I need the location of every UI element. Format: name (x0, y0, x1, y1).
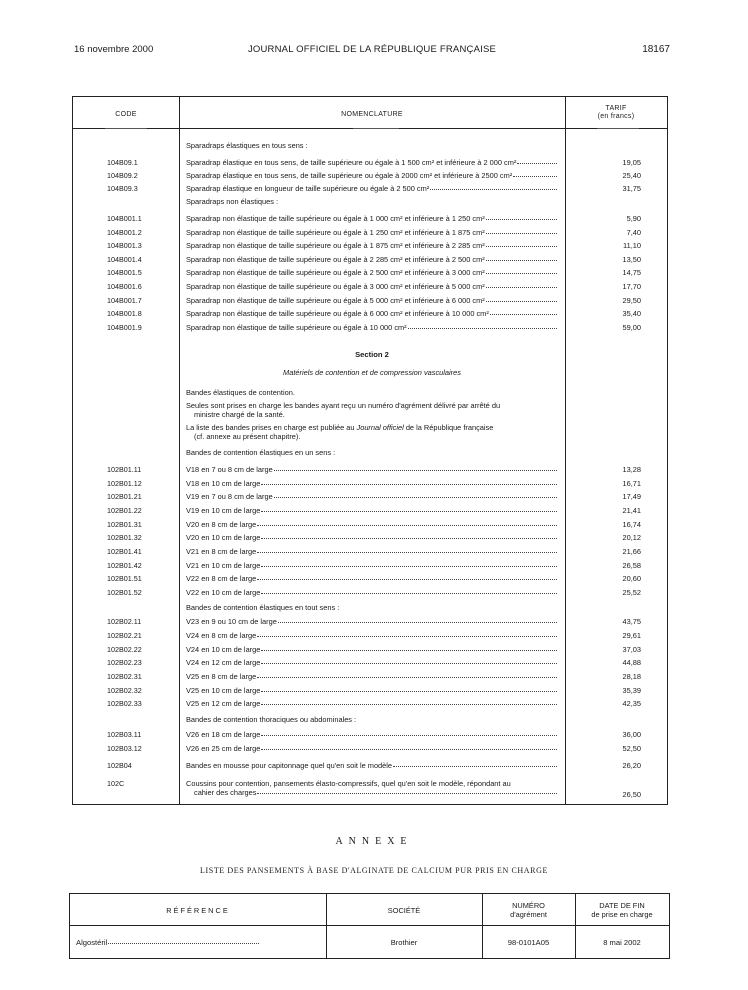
dot-leader (430, 184, 557, 190)
dot-leader (486, 241, 557, 247)
note-agrement (186, 401, 558, 419)
table-row (73, 616, 667, 629)
table-row (73, 322, 667, 335)
row-price: 59,00 (622, 323, 641, 332)
column-header-code: CODE (115, 111, 137, 118)
description-text: Sparadrap non élastique de taille supérieure ou égale à 10 000 cm² (186, 323, 407, 332)
row-code: 104B09.1 (107, 158, 138, 167)
description-text: Sparadrap élastique en tous sens, de taille supérieure ou égale à 2000 cm² et inférieure à 2500 cm² (186, 171, 513, 180)
row-price: 35,40 (622, 309, 641, 318)
row-price: 13,28 (622, 465, 641, 474)
table-row (73, 464, 667, 477)
table-row (73, 546, 667, 559)
row-price: 16,71 (622, 479, 641, 488)
row-description (186, 761, 558, 770)
row-description (186, 561, 558, 570)
row-description (186, 672, 558, 681)
row-code: 102B02.23 (107, 658, 142, 667)
annexe-cell-numero: 98-0101A05 (507, 938, 550, 947)
group-heading: Sparadraps élastiques en tous sens : (186, 141, 308, 150)
row-price: 43,75 (622, 617, 641, 626)
row-code: 102B01.51 (107, 574, 142, 583)
group-heading: Bandes de contention élastiques en tout sens : (186, 603, 340, 612)
row-description (186, 547, 558, 556)
row-description (186, 506, 558, 515)
row-code: 104B001.1 (107, 214, 142, 223)
numero-header-line1: NUMÉRO (512, 901, 545, 910)
row-code: 102C (107, 779, 125, 788)
section-subtitle: Matériels de contention et de compression vasculaires (283, 368, 461, 377)
dot-leader (261, 588, 557, 594)
row-price: 7,40 (626, 228, 641, 237)
row-description (186, 214, 558, 223)
note-line: de la République française (403, 423, 494, 432)
table-row (73, 573, 667, 586)
row-code: 104B001.4 (107, 255, 142, 264)
note-line: (cf. annexe au présent chapitre). (194, 432, 301, 441)
dot-leader (261, 561, 557, 567)
row-price: 37,03 (622, 645, 641, 654)
row-code: 102B03.12 (107, 744, 142, 753)
description-line-dotted (186, 788, 558, 797)
row-price: 29,61 (622, 631, 641, 640)
row-price: 20,12 (622, 533, 641, 542)
row-price: 28,18 (622, 672, 641, 681)
description-text: V20 en 8 cm de large (186, 520, 257, 529)
row-code: 102B01.52 (107, 588, 142, 597)
table-row (73, 491, 667, 504)
table-row (73, 630, 667, 643)
dot-leader (261, 506, 557, 512)
header-tick (597, 128, 639, 129)
description-text: V20 en 10 cm de large (186, 533, 261, 542)
table-row (73, 519, 667, 532)
description-text: Sparadrap non élastique de taille supérieure ou égale à 1 000 cm² et inférieure à 1 250 cm² (186, 214, 485, 223)
dot-leader (257, 672, 557, 678)
row-description (186, 323, 558, 332)
dot-leader (486, 296, 557, 302)
annexe-title: ANNEXE (335, 836, 413, 847)
description-text: V24 en 8 cm de large (186, 631, 257, 640)
dot-leader (274, 492, 557, 498)
dot-leader (408, 323, 557, 329)
row-description (186, 658, 558, 667)
group-heading: Bandes de contention élastiques en un sens : (186, 448, 336, 457)
row-description (186, 699, 558, 708)
dot-leader (513, 171, 557, 177)
description-text: Sparadrap non élastique de taille supérieure ou égale à 6 000 cm² et inférieure à 10 000 cm² (186, 309, 489, 318)
table-row (73, 157, 667, 170)
dot-leader (108, 938, 259, 944)
dot-leader (274, 465, 557, 471)
description-text: Sparadrap non élastique de taille supérieure ou égale à 1 875 cm² et inférieure à 2 285 cm² (186, 241, 485, 250)
description-text: V22 en 10 cm de large (186, 588, 261, 597)
dot-leader (486, 268, 557, 274)
row-code: 104B001.8 (107, 309, 142, 318)
row-price: 29,50 (622, 296, 641, 305)
dot-leader (257, 631, 557, 637)
row-description (186, 184, 558, 193)
reference-text: Algostéril (76, 938, 108, 947)
row-description (186, 241, 558, 250)
description-text: Sparadrap non élastique de taille supérieure ou égale à 3 000 cm² et inférieure à 5 000 cm² (186, 282, 485, 291)
row-code: 104B001.3 (107, 241, 142, 250)
description-text: cahier des charges (194, 788, 257, 797)
row-price: 31,75 (622, 184, 641, 193)
row-price: 17,49 (622, 492, 641, 501)
numero-header-line2: d'agrément (510, 910, 547, 919)
row-price: 25,40 (622, 171, 641, 180)
table-row (73, 671, 667, 684)
row-price: 21,66 (622, 547, 641, 556)
description-text: V26 en 18 cm de large (186, 730, 261, 739)
description-text: Sparadrap élastique en tous sens, de taille supérieure ou égale à 1 500 cm² et inférieure à 2 000 cm² (186, 158, 517, 167)
note-line: ministre chargé de la santé. (194, 410, 285, 419)
dot-leader (261, 658, 557, 664)
group-heading: Bandes élastiques de contention. (186, 388, 295, 397)
dot-leader (261, 645, 557, 651)
row-description (186, 309, 558, 318)
row-code: 104B001.2 (107, 228, 142, 237)
row-description (186, 574, 558, 583)
row-description (186, 533, 558, 542)
description-text: V25 en 10 cm de large (186, 686, 261, 695)
row-description (186, 617, 558, 626)
column-divider (326, 894, 327, 958)
row-code: 102B01.22 (107, 506, 142, 515)
header-journal-title: JOURNAL OFFICIEL DE LA RÉPUBLIQUE FRANÇAISE (247, 44, 497, 55)
description-text: Bandes en mousse pour capitonnage quel qu'en soit le modèle (186, 761, 393, 770)
row-code: 102B01.11 (107, 465, 142, 474)
description-text: V23 en 9 ou 10 cm de large (186, 617, 277, 626)
description-text: Sparadrap non élastique de taille supérieure ou égale à 2 500 cm² et inférieure à 3 000 cm² (186, 268, 485, 277)
row-description (186, 686, 558, 695)
table-row (73, 505, 667, 518)
description-text: V18 en 7 ou 8 cm de large (186, 465, 273, 474)
dot-leader (257, 574, 557, 580)
dot-leader (486, 228, 557, 234)
row-price: 20,60 (622, 574, 641, 583)
annexe-cell-societe: Brothier (390, 938, 418, 947)
note-italic: Journal officiel (356, 423, 404, 432)
description-text: V19 en 10 cm de large (186, 506, 261, 515)
table-row (73, 478, 667, 491)
description-text: V21 en 10 cm de large (186, 561, 261, 570)
dot-leader (261, 533, 557, 539)
row-description (186, 296, 558, 305)
row-description (186, 588, 558, 597)
description-text: V21 en 8 cm de large (186, 547, 257, 556)
row-description (186, 730, 558, 739)
row-description (186, 255, 558, 264)
table-row (73, 560, 667, 573)
row-code: 102B01.42 (107, 561, 142, 570)
table-row (73, 778, 667, 804)
table-row (73, 729, 667, 742)
dot-leader (261, 744, 557, 750)
row-code: 102B03.11 (107, 730, 142, 739)
dot-leader (257, 788, 557, 794)
dot-leader (261, 699, 557, 705)
row-code: 104B001.5 (107, 268, 142, 277)
row-description (186, 282, 558, 291)
dot-leader (257, 547, 557, 553)
table-row (73, 532, 667, 545)
table-row (73, 170, 667, 183)
table-row (73, 254, 667, 267)
header-tick (353, 128, 399, 129)
description-text: V19 en 7 ou 8 cm de large (186, 492, 273, 501)
annexe-header-date (575, 901, 669, 919)
row-description (186, 479, 558, 488)
row-price: 11,10 (623, 241, 641, 250)
row-description (186, 171, 558, 180)
table-row (73, 698, 667, 711)
dot-leader (486, 255, 557, 261)
row-code: 104B001.9 (107, 323, 142, 332)
table-row (73, 743, 667, 756)
annexe-cell-reference (76, 938, 260, 947)
table-row (73, 213, 667, 226)
annexe-subtitle: LISTE DES PANSEMENTS À BASE D'ALGINATE DE CALCIUM PUR PRIS EN CHARGE (200, 866, 548, 875)
description-text: Sparadrap non élastique de taille supérieure ou égale à 1 250 cm² et inférieure à 1 875 cm² (186, 228, 485, 237)
row-description (186, 228, 558, 237)
row-price: 36,00 (622, 730, 641, 739)
note-line: Seules sont prises en charge les bandes ayant reçu un numéro d'agrément délivré par arrêté du (186, 401, 501, 410)
header-date: 16 novembre 2000 (74, 44, 154, 55)
header-page-number: 18167 (642, 44, 670, 55)
dot-leader (261, 730, 557, 736)
group-heading: Bandes de contention thoraciques ou abdominales : (186, 715, 357, 724)
note-line: La liste des bandes prises en charge est publiée au (186, 423, 357, 432)
date-header-line1: DATE DE FIN (599, 901, 645, 910)
dot-leader (486, 282, 557, 288)
row-code: 102B02.11 (107, 617, 142, 626)
tarif-header-line2: (en francs) (597, 113, 635, 120)
row-price: 35,39 (622, 686, 641, 695)
row-code: 102B01.32 (107, 533, 142, 542)
row-code: 104B09.3 (107, 184, 138, 193)
group-heading: Sparadraps non élastiques : (186, 197, 279, 206)
row-price: 21,41 (622, 506, 641, 515)
row-code: 102B01.12 (107, 479, 142, 488)
row-description (186, 520, 558, 529)
row-code: 102B02.33 (107, 699, 142, 708)
annexe-header-societe: SOCIÉTÉ (387, 906, 421, 915)
column-header-nomenclature: NOMENCLATURE (341, 111, 403, 118)
row-price: 13,50 (622, 255, 641, 264)
row-price: 25,52 (622, 588, 641, 597)
description-text: V26 en 25 cm de large (186, 744, 261, 753)
row-price: 26,58 (622, 561, 641, 570)
row-description (186, 779, 558, 797)
dot-leader (261, 686, 557, 692)
row-price: 14,75 (622, 268, 641, 277)
table-row (73, 644, 667, 657)
dot-leader (490, 309, 557, 315)
row-description (186, 645, 558, 654)
row-price: 17,70 (622, 282, 641, 291)
row-code: 102B01.21 (107, 492, 142, 501)
header-divider (70, 925, 669, 926)
table-row (73, 760, 667, 773)
row-code: 102B02.32 (107, 686, 142, 695)
row-code: 102B04 (107, 761, 132, 770)
row-price: 16,74 (622, 520, 641, 529)
table-row (73, 267, 667, 280)
row-price: 26,50 (622, 790, 641, 799)
description-text: V18 en 10 cm de large (186, 479, 261, 488)
description-text: V24 en 12 cm de large (186, 658, 261, 667)
row-code: 104B001.7 (107, 296, 142, 305)
row-description (186, 744, 558, 753)
dot-leader (278, 617, 557, 623)
column-header-tarif (565, 105, 667, 121)
table-row (73, 227, 667, 240)
row-code: 102B01.31 (107, 520, 142, 529)
row-code: 102B01.41 (107, 547, 142, 556)
page-header (74, 44, 670, 58)
table-row (73, 308, 667, 321)
dot-leader (517, 158, 557, 164)
row-price: 26,20 (622, 761, 641, 770)
dot-leader (257, 520, 557, 526)
date-header-line2: de prise en charge (591, 910, 653, 919)
description-text: Sparadrap élastique en longueur de taille supérieure ou égale à 2 500 cm² (186, 184, 430, 193)
dot-leader (393, 761, 557, 767)
row-description (186, 158, 558, 167)
annexe-header-numero (482, 901, 575, 919)
note-liste (186, 423, 558, 441)
description-text: V25 en 12 cm de large (186, 699, 261, 708)
row-description (186, 268, 558, 277)
dot-leader (486, 214, 557, 220)
row-code: 104B09.2 (107, 171, 138, 180)
description-text: V24 en 10 cm de large (186, 645, 261, 654)
table-row (73, 295, 667, 308)
row-description (186, 631, 558, 640)
tariff-table (72, 96, 668, 805)
description-text: V22 en 8 cm de large (186, 574, 257, 583)
table-row (73, 685, 667, 698)
table-row (73, 240, 667, 253)
description-text: V25 en 8 cm de large (186, 672, 257, 681)
annexe-cell-date: 8 mai 2002 (603, 938, 641, 947)
row-code: 102B02.21 (107, 631, 142, 640)
row-code: 102B02.31 (107, 672, 142, 681)
row-price: 44,88 (622, 658, 641, 667)
row-price: 42,35 (622, 699, 641, 708)
description-text: Sparadrap non élastique de taille supérieure ou égale à 5 000 cm² et inférieure à 6 000 cm² (186, 296, 485, 305)
dot-leader (261, 479, 557, 485)
table-row (73, 281, 667, 294)
row-price: 52,50 (622, 744, 641, 753)
description-line: Coussins pour contention, pansements élasto-compressifs, quel qu'en soit le modèle, répondant au (186, 779, 511, 788)
row-price: 19,05 (622, 158, 641, 167)
row-description (186, 492, 558, 501)
row-price: 5,90 (626, 214, 641, 223)
row-code: 104B001.6 (107, 282, 142, 291)
table-row (73, 183, 667, 196)
description-text: Sparadrap non élastique de taille supérieure ou égale à 2 285 cm² et inférieure à 2 500 cm² (186, 255, 485, 264)
table-row (73, 587, 667, 600)
tarif-header-line1: TARIF (605, 105, 627, 112)
annexe-table (69, 893, 670, 959)
table-row (73, 657, 667, 670)
row-description (186, 465, 558, 474)
annexe-header-reference: RÉFÉRENCE (166, 906, 230, 915)
row-code: 102B02.22 (107, 645, 142, 654)
header-tick (105, 128, 147, 129)
section-title: Section 2 (355, 350, 389, 359)
